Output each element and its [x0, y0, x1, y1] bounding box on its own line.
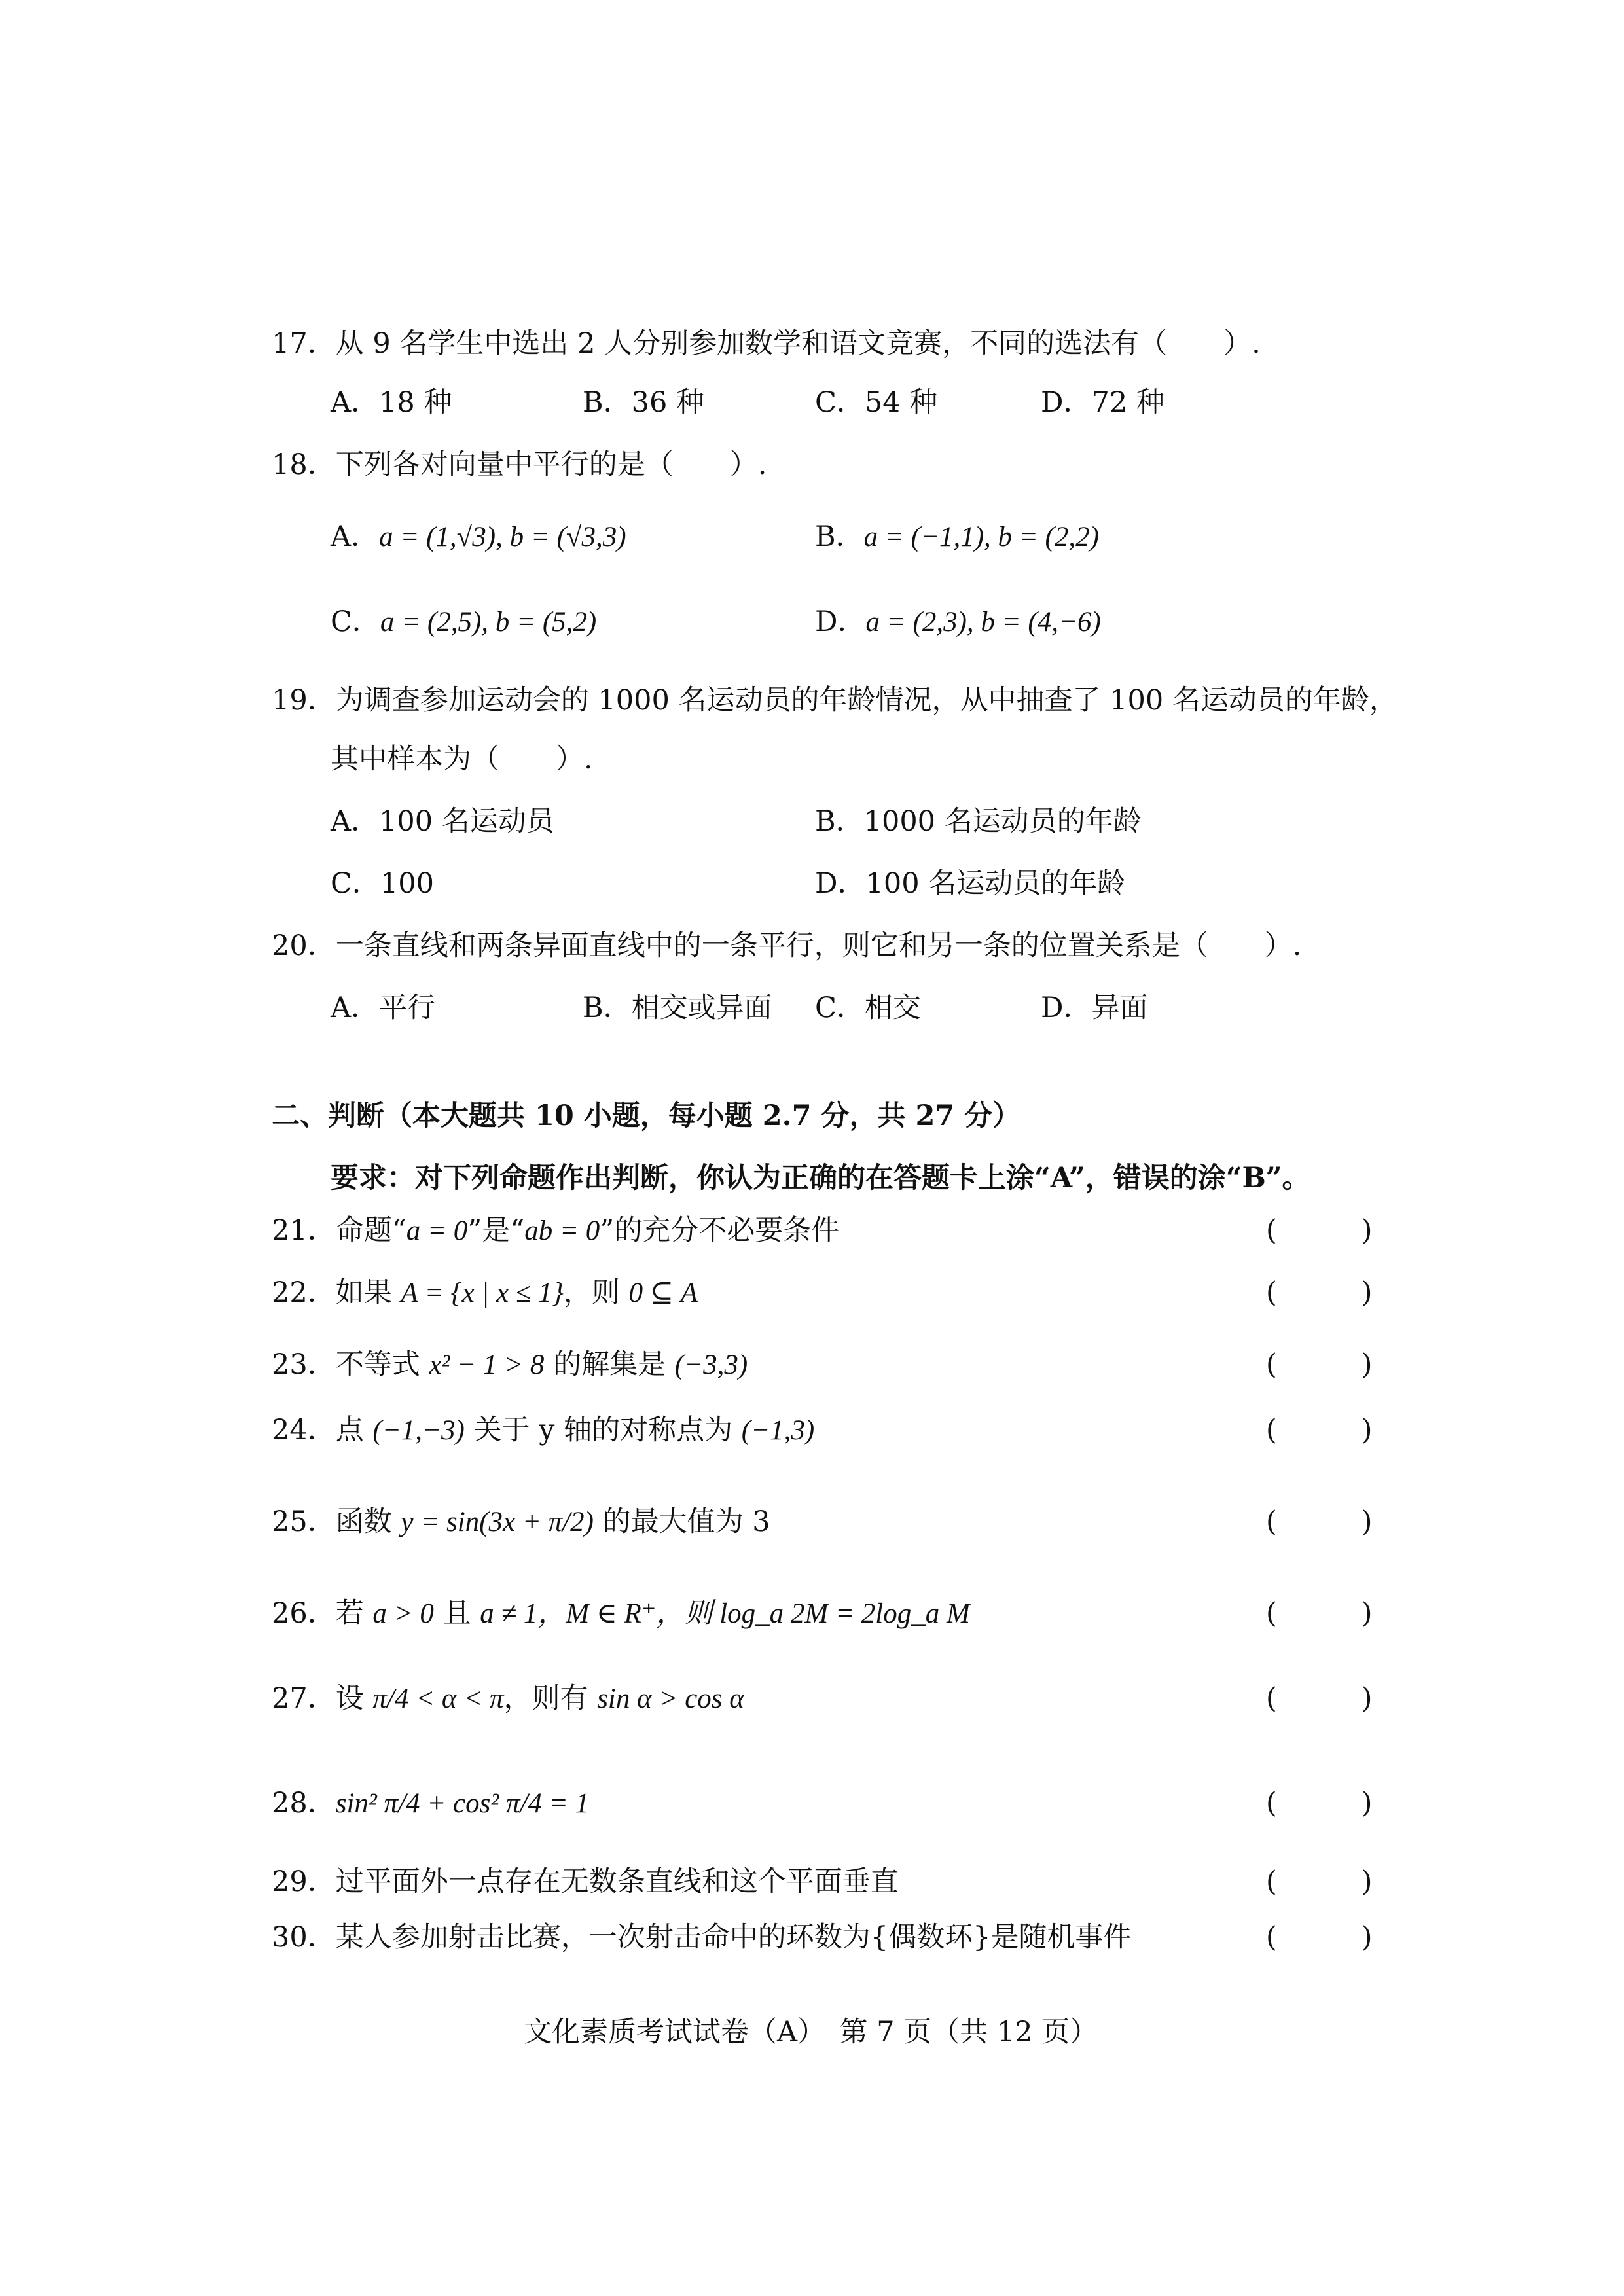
- vector-expression: a = (2,3), b = (4,−6): [865, 607, 1101, 637]
- answer-parentheses: ( ): [1266, 1865, 1373, 1898]
- option-a: A．18 种: [331, 386, 452, 419]
- answer-parentheses: ( ): [1266, 1214, 1373, 1247]
- question-stem: 下列各对向量中平行的是（ ）.: [335, 448, 767, 481]
- judge-24: 24．点 (−1,−3) 关于 y 轴的对称点为 (−1,3): [272, 1414, 815, 1446]
- question-18: [272, 445, 767, 484]
- judge-23: 23．不等式 x² − 1 > 8 的解集是 (−3,3): [272, 1348, 748, 1381]
- option-a: A．a = (1,√3), b = (√3,3): [331, 520, 626, 553]
- option-a: A．100 名运动员: [331, 805, 554, 838]
- judge-26: 26．若 a > 0 且 a ≠ 1，M ∈ R⁺，则 log_a 2M = 2log_a M: [272, 1597, 970, 1630]
- question-stem: 从 9 名学生中选出 2 人分别参加数学和语文竞赛，不同的选法有（ ）.: [335, 327, 1261, 360]
- page-footer: 文化素质考试试卷（A） 第 7 页（共 12 页）: [524, 2016, 1098, 2049]
- answer-parentheses: ( ): [1266, 1348, 1373, 1381]
- answer-parentheses: ( ): [1266, 1276, 1373, 1309]
- vector-expression: a = (2,5), b = (5,2): [380, 607, 597, 637]
- question-number: 20．: [272, 929, 336, 962]
- question-number: 17．: [272, 327, 336, 360]
- option-d: D．100 名运动员的年龄: [815, 867, 1126, 900]
- question-20: [272, 926, 1301, 965]
- vector-expression: a = (1,√3), b = (√3,3): [379, 522, 626, 552]
- answer-parentheses: ( ): [1266, 1921, 1373, 1954]
- option-d: D．72 种: [1041, 386, 1164, 419]
- answer-parentheses: ( ): [1266, 1787, 1373, 1820]
- option-b: B．1000 名运动员的年龄: [815, 805, 1142, 838]
- judge-27: 27．设 π/4 < α < π，则有 sin α > cos α: [272, 1682, 744, 1715]
- question-stem: 一条直线和两条异面直线中的一条平行，则它和另一条的位置关系是（ ）.: [335, 929, 1302, 962]
- question-stem-continued: 其中样本为（ ）.: [331, 743, 593, 776]
- judge-21: 21．命题“a = 0”是“ab = 0”的充分不必要条件: [272, 1214, 840, 1247]
- section-heading: 二、判断（本大题共 10 小题，每小题 2.7 分，共 27 分）: [272, 1100, 1021, 1132]
- judge-25: 25．函数 y = sin(3x + π/2) 的最大值为 3: [272, 1505, 770, 1538]
- question-17: [272, 324, 1261, 363]
- question-number: 18．: [272, 448, 336, 481]
- answer-parentheses: ( ): [1266, 1597, 1373, 1630]
- judge-28: 28．sin² π/4 + cos² π/4 = 1: [272, 1787, 590, 1820]
- judge-30: 30．某人参加射击比赛，一次射击命中的环数为{偶数环}是随机事件: [272, 1921, 1132, 1954]
- vector-expression: a = (−1,1), b = (2,2): [863, 522, 1099, 552]
- option-d: D．异面: [1041, 992, 1148, 1024]
- section-instruction: 要求：对下列命题作出判断，你认为正确的在答题卡上涂“A”，错误的涂“B”。: [331, 1162, 1310, 1194]
- option-c: C．54 种: [815, 386, 938, 419]
- option-a: A．平行: [331, 992, 436, 1024]
- option-c: C．a = (2,5), b = (5,2): [331, 605, 597, 638]
- answer-parentheses: ( ): [1266, 1414, 1373, 1446]
- judge-29: 29．过平面外一点存在无数条直线和这个平面垂直: [272, 1865, 899, 1898]
- question-19: [272, 681, 1398, 720]
- answer-parentheses: ( ): [1266, 1682, 1373, 1715]
- option-b: B．a = (−1,1), b = (2,2): [815, 520, 1099, 553]
- judge-22: 22．如果 A = {x | x ≤ 1}，则 0 ⊆ A: [272, 1276, 698, 1309]
- option-c: C．100: [331, 867, 434, 900]
- option-c: C．相交: [815, 992, 921, 1024]
- answer-parentheses: ( ): [1266, 1505, 1373, 1538]
- question-number: 19．: [272, 684, 336, 717]
- option-b: B．36 种: [583, 386, 704, 419]
- question-stem: 为调查参加运动会的 1000 名运动员的年龄情况，从中抽查了 100 名运动员的年龄，: [335, 684, 1398, 717]
- option-b: B．相交或异面: [583, 992, 772, 1024]
- option-d: D．a = (2,3), b = (4,−6): [815, 605, 1101, 638]
